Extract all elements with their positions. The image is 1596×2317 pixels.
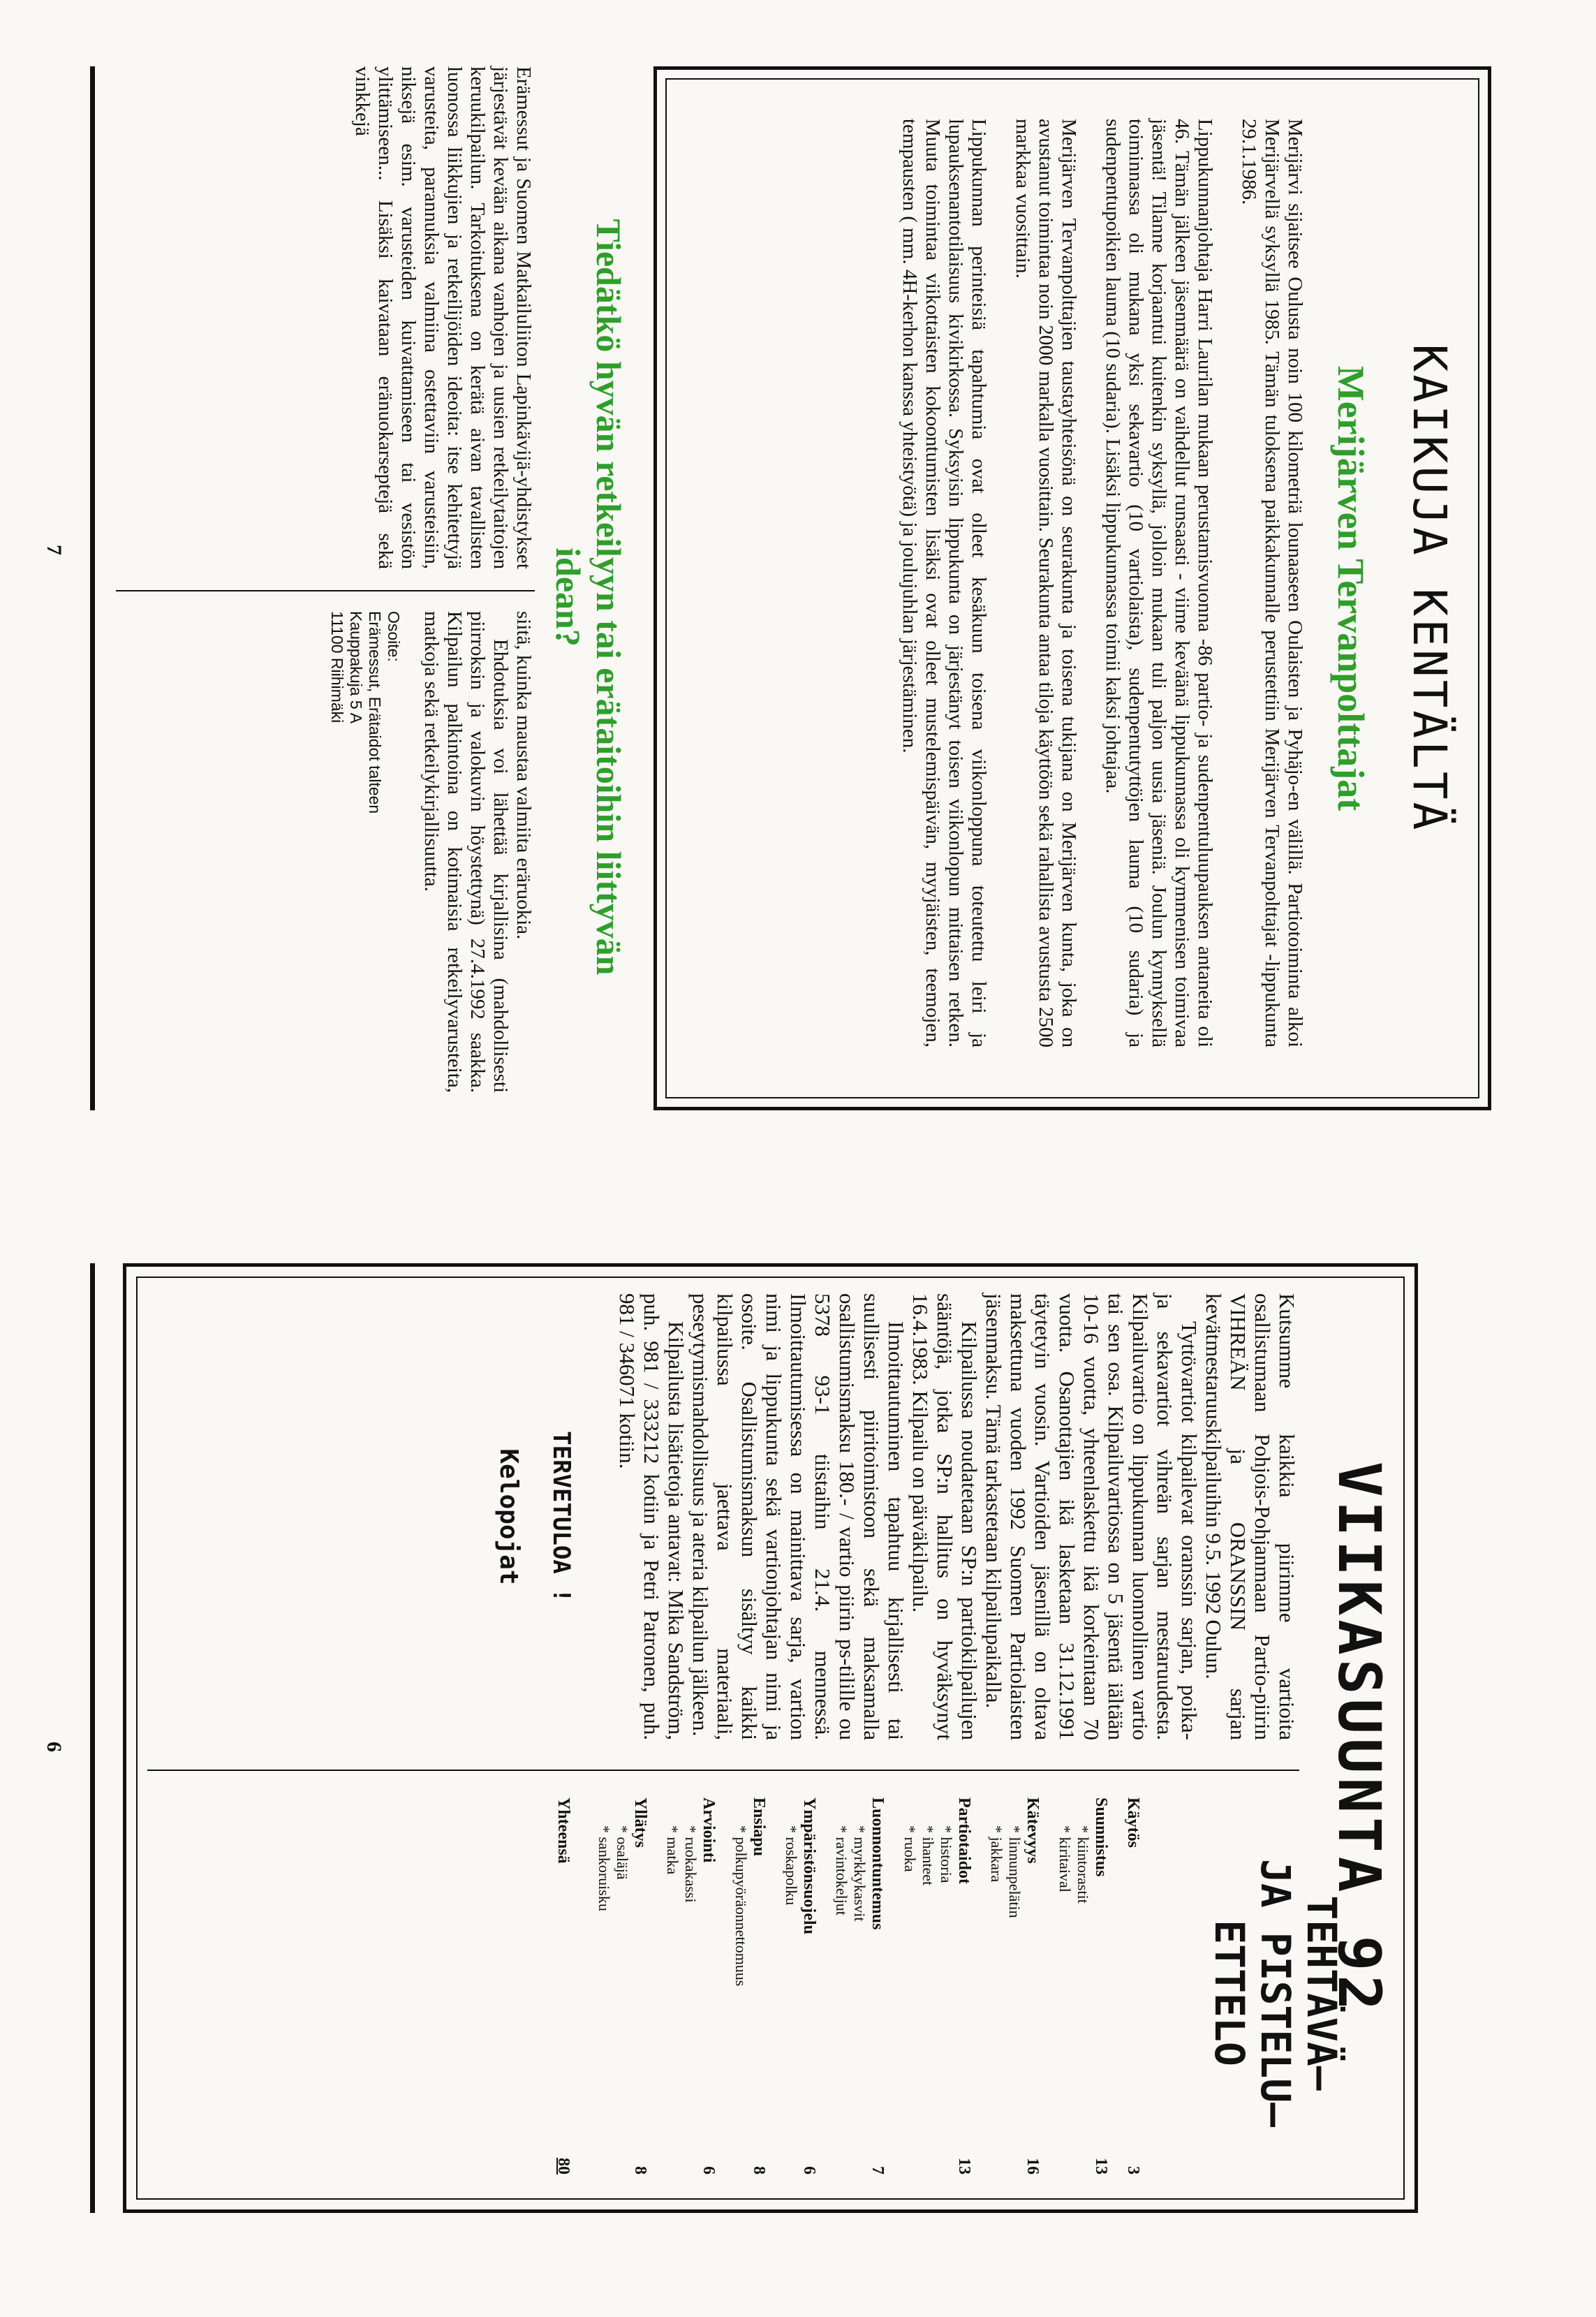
page-number: 7 xyxy=(43,545,66,555)
scores-heading-line: ETTELO xyxy=(1206,1920,1253,2066)
rules-paragraph: Kilpailussa noudatetaan SP:n partiokilpailujen sääntöjä, jotka SP:n hallitus on hyväksynyt 16.4.1983. Kilpailu on päiväkilpailu. xyxy=(908,1293,982,1740)
contest-paragraph: siitä, kuinka maustaa valmiita eräruokia. xyxy=(512,611,535,940)
contact-paragraph: Kilpailusta lisätietoja antavat: Mika Sandström, puh. 981 / 333212 kotiin ja Petri Patronen, puh. 981 / 346071 kotiin. xyxy=(615,1293,688,1740)
page-6 xyxy=(0,1158,1596,2317)
article-paragraph: Lippukunnan perinteisiä tapahtumia ovat olleet kesäkuun toisena viikonloppuna toteutettu leiri ja lupauksenantotilaisuus kivikirkossa. Syksyisin lippukunta on järjestänyt toisen viikonlopun mittaisen retken. Muuta toimintaa viikottaisten kokoontumisten lisäksi ovat olleet mustelemispäivän, myyjäisten, teemojen, tempausten ( mm. 4H-kerhon kanssa yhteistyötä) ja joulujuhlan järjestäminen. xyxy=(899,119,990,1047)
page-rule xyxy=(90,66,95,1110)
column-divider xyxy=(116,590,535,591)
score-category-name: Ensiapu xyxy=(750,1797,768,1857)
article-heading: Merijärven Tervanpolttajat xyxy=(1330,365,1372,811)
score-category-points: 8 xyxy=(750,2166,768,2175)
score-subtask: * ruokakassi xyxy=(682,1825,700,1903)
score-subtask: * linnunpelätin xyxy=(1006,1825,1024,1918)
score-subtask: * myrkkykasvit xyxy=(851,1825,869,1922)
score-subtask: * ravintokeljut xyxy=(833,1825,850,1915)
article-paragraph: Merijärven Tervanpolttajien taustayhteisönä on seurakunta ja toisena tukijana on Merijärven kunta, joka on avustanut toimintaa noin 2000 markalla vuosittain. Seurakunta antaa tiloja käyttöön sekä rahallista avustusta 2500 markkaa vuosittain. xyxy=(1012,119,1080,1047)
welcome-text: TERVETULOA ! xyxy=(547,1431,575,1603)
score-category-points: 3 xyxy=(1124,2166,1142,2175)
section-title: KAIKUJA KENTÄLTÄ xyxy=(1403,344,1456,833)
score-category xyxy=(631,1797,649,2175)
article-text-column xyxy=(496,1293,1299,1740)
scores-heading-line: JA PISTELU– xyxy=(1252,1858,1299,2128)
score-category-name: Suunnistus xyxy=(1092,1797,1110,1877)
score-subtask: * sankoruisku xyxy=(596,1825,613,1911)
article-title: VIIKASUUNTA 92 xyxy=(1325,1461,1394,2015)
score-subtask: * osaläjä xyxy=(614,1825,631,1880)
score-category xyxy=(1024,1797,1042,2175)
score-category-points: 7 xyxy=(869,2166,887,2175)
score-category-name: Arviointi xyxy=(700,1797,718,1863)
score-category-points: 6 xyxy=(700,2166,718,2175)
address-line: Kauppakuja 5 A xyxy=(347,611,365,724)
postal-address xyxy=(327,611,403,1093)
score-subtask: * kiintorastit xyxy=(1074,1825,1092,1904)
score-category xyxy=(750,1797,768,2175)
score-category xyxy=(1092,1797,1110,2175)
score-subtask: * jakkara xyxy=(988,1825,1005,1883)
score-category-name: Ympäristönsuojelu xyxy=(800,1797,818,1935)
score-category xyxy=(800,1797,818,2175)
contest-heading: Tiedätkö hyvän retkeilyyn tai erätaitoihin liittyvän idean? xyxy=(549,219,628,976)
score-category-name: Kätevyys xyxy=(1024,1797,1042,1864)
article-box-viikasuunta xyxy=(123,1263,1418,2213)
score-total-points: 80 xyxy=(554,2158,572,2175)
page-number: 6 xyxy=(43,1742,66,1752)
score-category xyxy=(1124,1797,1142,2175)
contest-paragraph: Erämessut ja Suomen Matkailuliiton Lapinkävijä-yhdistykset järjestävät kevään aikana vanhojen ja uusien retkeilytaitojen keruukilpailun. Tarkoituksena on kerätä aivan tavallisten luonossa liikkujien ja retkeilijöiden ideoita: itse kehitettyjä varusteita, parannuksia valmiina ostettaviin varusteisiin, niksejä esim. varusteiden kuivattamiseen tai vesistön ylittämiseen... Lisäksi kaivataan eränuokarseptejä sekä vinkkejä xyxy=(351,66,535,569)
score-category-name: Luonnontuntemus xyxy=(869,1797,887,1930)
article-paragraph: Merijärvi sijaitsee Oulusta noin 100 kilometriä lounaaseen Oulaisten ja Pyhäjo-en välillä. Partiotoiminta alkoi Merijärvellä syksyllä 1985. Tämän tuloksena paikkakunnalle perustettiin Merijärven Tervanpolttajat -lippukunta 29.1.1986. xyxy=(1238,119,1306,1047)
article-paragraph: Lippukunnanjohtaja Harri Laurilan mukaan perustamisvuonna -86 partio- ja sudenpentuluupauksen antaneita oli 46. Tämän jälkeen jäsenmäärä on vaihdellut runsaasti - viime keväänä lippukunnassa oli kymmenisen toimivaa jäsentä! Tilanne korjaantui kuitenkin syksyllä, jolloin mukaan tuli paljon uusia jäseniä. Joulun kynnyksellä toiminnassa oli mukana yksi sekavartio (10 vartiolaista), sudenpentutyttöjen lauma (10 sudaria) ja sudenpentupoikien lauma (10 sudaria). Lisäksi lippukunnassa toimii kaksi johtajaa. xyxy=(1102,119,1216,1047)
score-subtask: * ihanteet xyxy=(919,1825,937,1886)
page-rule xyxy=(90,1263,95,2213)
scores-heading-line: TEHTÄVÄ– xyxy=(1298,1895,1345,2091)
score-category-name: Käytös xyxy=(1124,1797,1142,1848)
score-total xyxy=(554,1797,572,2175)
address-label: Osoite: xyxy=(385,611,403,662)
intro-paragraph: Kutsumme kaikkia piirimme vartioita osallistumaan Pohjois-Pohjanmaan Partio-piirin VIHREÄN ja ORANSSIN sarjan kevätmestaruuskilpailuihin 9.5. 1992 Oulun. xyxy=(1202,1293,1299,1740)
page-7 xyxy=(0,0,1596,1158)
score-subtask: * historia xyxy=(938,1825,955,1883)
address-line: 11100 Riihimäki xyxy=(328,611,346,723)
score-category xyxy=(700,1797,718,2175)
scores-list xyxy=(554,1797,1142,2175)
scores-heading xyxy=(1206,1797,1345,2189)
score-category xyxy=(869,1797,887,2175)
score-category-points: 16 xyxy=(1024,2158,1042,2175)
score-category xyxy=(955,1797,973,2175)
contest-text-right xyxy=(327,611,535,1093)
article-box-kaikuja xyxy=(653,66,1491,1110)
score-subtask: * ruoka xyxy=(901,1825,919,1872)
signature: Kelopojat xyxy=(494,1448,523,1585)
score-subtask: * kiritaival xyxy=(1056,1825,1074,1892)
registration-paragraph: Ilmoittautuminen tapahtuu kirjallisesti tai suullisesti piiritoimistoon sekä maksamalla osallistumismaksu 180.- / vartio piirin ps-tilille ou 5378 93-1 tiistaihin 21.4. mennessä. Ilmoittautumisessa on mainittava sarja, vartion nimi ja lippukunta sekä vartionjohtajan nimi ja osoite. Osallistumismaksun sisältyy kaikki kilpailussa jaettava materiaali, peseytymismahdollisuus ja ateria kilpailun jälkeen. xyxy=(688,1293,908,1740)
score-subtask: * matka xyxy=(664,1825,681,1875)
score-category-name: Yllätys xyxy=(631,1797,649,1848)
score-subtask: * roskapolku xyxy=(783,1825,800,1906)
address-line: Erämessut, Erätaidot talteen xyxy=(366,611,384,814)
score-category-points: 8 xyxy=(631,2166,649,2175)
score-category-points: 13 xyxy=(955,2158,973,2175)
score-subtask: * polkupyöräonnettomuus xyxy=(732,1825,750,1987)
column-divider xyxy=(147,1770,1299,1771)
contest-paragraph: Ehdotuksia voi lähettää kirjallisina (mahdollisesti piirroksin ja valokuvin höystettynä) 27.4.1992 saakka. Kilpailun palkintoina on kotimaisia retkeilyvarusteita, matkoja sekä retkeilykirjallisuutta. xyxy=(420,611,512,1093)
score-total-label: Yhteensä xyxy=(554,1797,572,1864)
score-category-points: 6 xyxy=(800,2166,818,2175)
score-category-points: 13 xyxy=(1092,2158,1110,2175)
series-paragraph: Tyttövartiot kilpailevat oranssin sarjan, poika- ja sekavartiot vihreän sarjan mestaruudesta. Kilpailuvartio on lippukunnan luonnollinen vartio tai sen osa. Kilpailuvartiossa on 5 jäsentä iältään 10-16 vuotta, yhteenlaskettu ikä korkeintaan 70 vuotta. Osanottajien ikä lasketaan 31.12.1991 täytetyin vuosin. Vartioiden jäsenillä on oltava maksettuna vuoden 1992 Suomen Partiolaisten jäsenmaksu. Tämä tarkastetaan kilpailupaikalla. xyxy=(982,1293,1202,1740)
article-body xyxy=(877,119,1306,1047)
contest-text-left xyxy=(350,66,535,569)
score-category-name: Partiotaidot xyxy=(955,1797,973,1884)
